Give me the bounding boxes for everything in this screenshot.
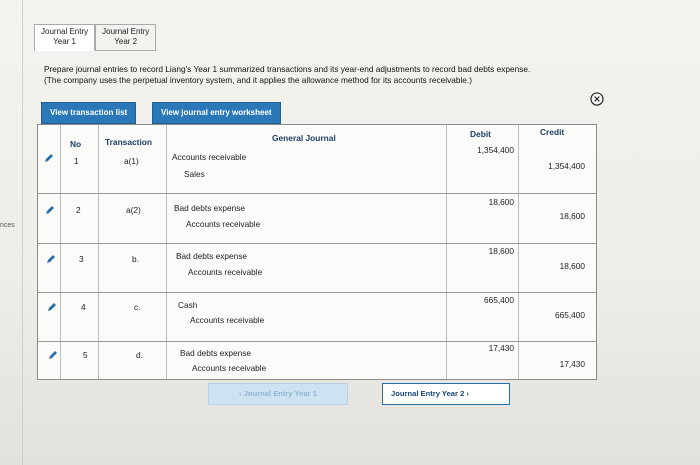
- previous-entry-label: Journal Entry Year 1: [243, 389, 317, 398]
- row-divider: [38, 341, 596, 342]
- next-entry-button[interactable]: [382, 383, 510, 405]
- row-2-no: 2: [76, 205, 81, 215]
- header-credit: Credit: [540, 127, 565, 137]
- row-divider: [38, 193, 596, 194]
- tab-label-line1: Journal Entry: [102, 27, 150, 36]
- row-1-debit-account[interactable]: Accounts receivable: [172, 152, 247, 162]
- row-1-debit[interactable]: 1,354,400: [477, 145, 514, 155]
- row-5-debit-account[interactable]: Bad debts expense: [180, 348, 252, 358]
- header-transaction: Transaction: [105, 137, 153, 147]
- row-5-credit[interactable]: 17,430: [559, 359, 585, 369]
- tab-label-line2: Year 2: [114, 37, 138, 46]
- row-5-debit[interactable]: 17,430: [488, 343, 514, 353]
- side-label: nces: [0, 222, 15, 229]
- journal-table: [37, 124, 597, 380]
- chevron-left-icon: ‹: [239, 389, 244, 398]
- bottom-navigation: [208, 383, 510, 405]
- tab-bar: [34, 24, 156, 51]
- previous-entry-button[interactable]: [208, 383, 348, 405]
- edit-pencil-icon[interactable]: [46, 254, 56, 264]
- row-1-transaction: a(1): [124, 156, 139, 166]
- instructions-line1: Prepare journal entries to record Liang's Year 1 summarized transactions and its year-end adjustments to record bad debts expense.: [44, 64, 531, 74]
- edit-pencil-icon[interactable]: [45, 205, 55, 215]
- edit-pencil-icon[interactable]: [44, 153, 54, 163]
- row-2-debit-account[interactable]: Bad debts expense: [174, 203, 246, 213]
- row-1-no: 1: [74, 156, 79, 166]
- row-4-no: 4: [81, 302, 86, 312]
- row-1-credit[interactable]: 1,354,400: [548, 161, 585, 171]
- row-3-credit[interactable]: 18,600: [559, 261, 585, 271]
- next-entry-label: Journal Entry Year 2: [391, 389, 465, 398]
- edit-pencil-icon[interactable]: [47, 302, 57, 312]
- row-3-transaction: b.: [132, 254, 139, 264]
- chevron-right-icon: ›: [464, 389, 469, 398]
- instructions: [44, 64, 684, 86]
- row-5-no: 5: [83, 350, 88, 360]
- row-4-debit-account[interactable]: Cash: [178, 300, 198, 310]
- row-1-credit-account[interactable]: Sales: [184, 169, 205, 179]
- header-debit: Debit: [470, 129, 491, 139]
- tab-label-line2: Year 1: [53, 37, 76, 46]
- view-journal-entry-worksheet-button[interactable]: View journal entry worksheet: [152, 102, 281, 124]
- row-3-debit[interactable]: 18,600: [488, 246, 514, 256]
- left-divider: [22, 0, 23, 465]
- view-transaction-list-button[interactable]: View transaction list: [41, 102, 136, 124]
- row-3-debit-account[interactable]: Bad debts expense: [176, 251, 248, 261]
- row-divider: [38, 243, 596, 244]
- edit-pencil-icon[interactable]: [48, 350, 58, 360]
- row-2-transaction: a(2): [126, 205, 141, 215]
- header-general-journal: General Journal: [272, 133, 336, 143]
- row-3-credit-account[interactable]: Accounts receivable: [188, 267, 263, 277]
- tab-journal-entry-year-1[interactable]: [34, 24, 95, 51]
- instructions-line2: (The company uses the perpetual inventory system, and it applies the allowance method for its accounts receivable.): [44, 75, 472, 85]
- header-no: No: [70, 139, 82, 149]
- row-2-credit-account[interactable]: Accounts receivable: [186, 219, 261, 229]
- row-3-no: 3: [79, 254, 84, 264]
- row-divider: [38, 292, 596, 293]
- tab-journal-entry-year-2[interactable]: [95, 24, 156, 51]
- tab-label-line1: Journal Entry: [41, 27, 89, 36]
- row-2-debit[interactable]: 18,600: [488, 197, 514, 207]
- row-4-transaction: c.: [134, 302, 141, 312]
- row-4-credit-account[interactable]: Accounts receivable: [190, 315, 265, 325]
- row-5-transaction: d.: [136, 350, 143, 360]
- row-4-debit[interactable]: 665,400: [484, 295, 514, 305]
- row-4-credit[interactable]: 665,400: [555, 310, 585, 320]
- close-icon[interactable]: [590, 92, 604, 106]
- row-5-credit-account[interactable]: Accounts receivable: [192, 363, 267, 373]
- row-2-credit[interactable]: 18,600: [559, 211, 585, 221]
